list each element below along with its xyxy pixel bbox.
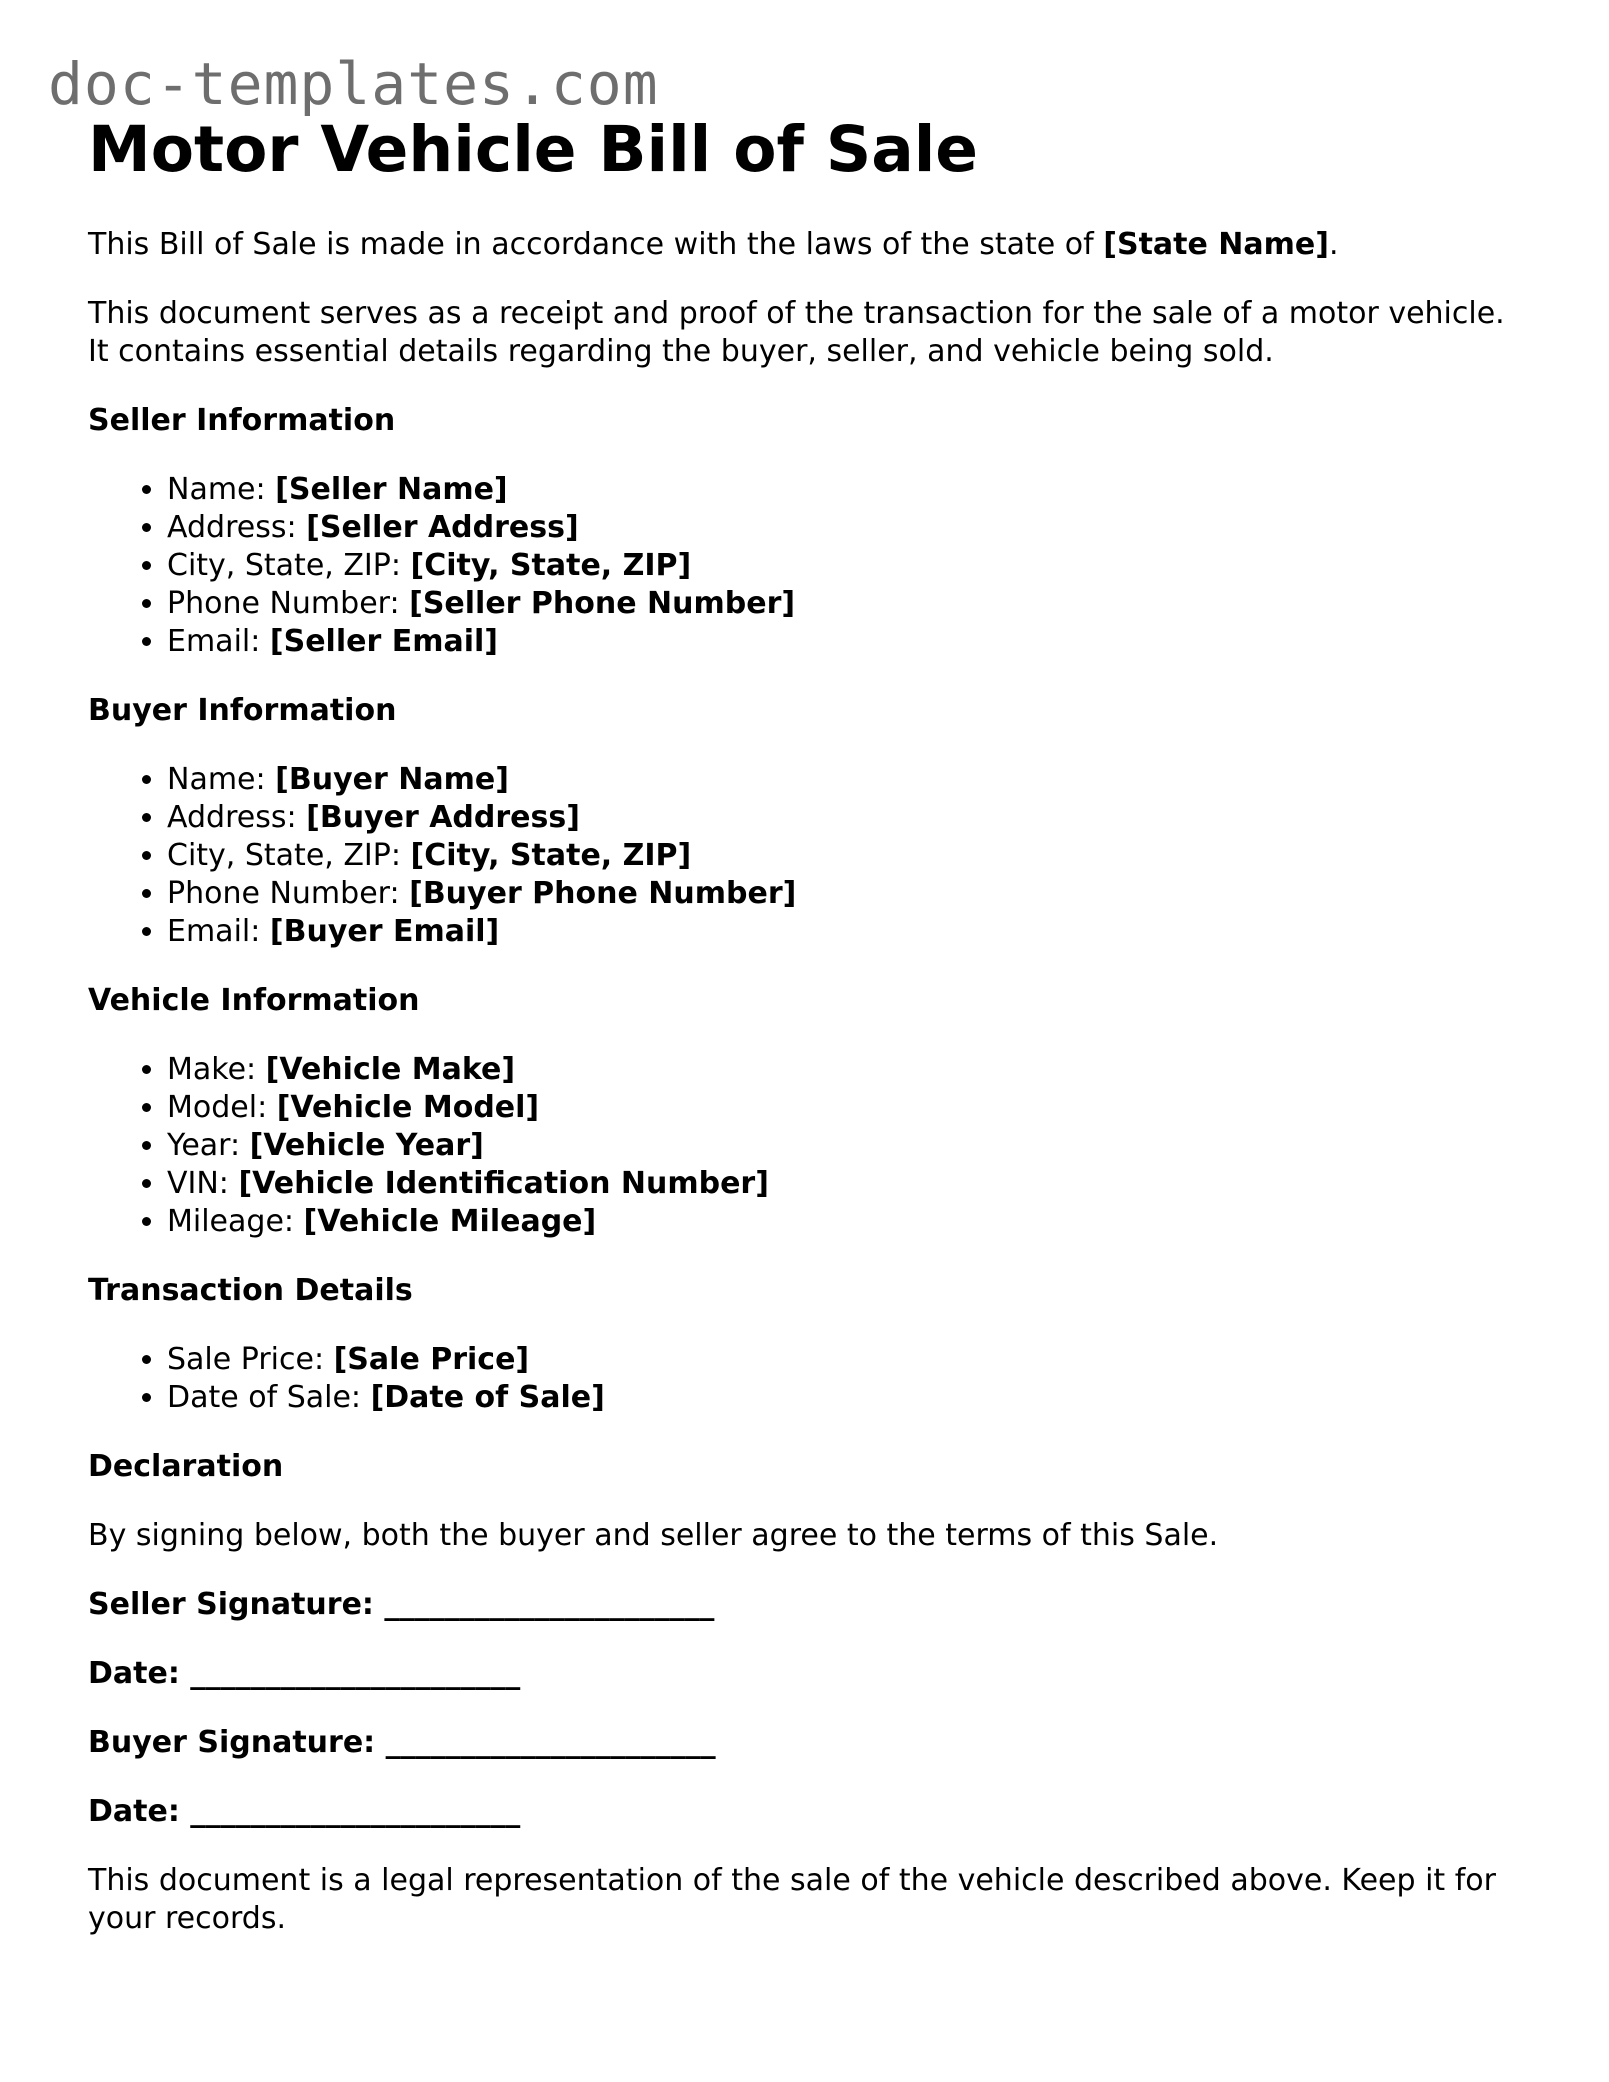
seller-phone-value: [Seller Phone Number] (409, 586, 796, 621)
list-item (167, 509, 1528, 547)
document (88, 112, 1528, 1969)
vehicle-model-value: [Vehicle Model] (276, 1090, 540, 1125)
list-item (167, 1203, 1528, 1241)
buyer-phone-value: [Buyer Phone Number] (409, 876, 797, 911)
vehicle-mileage-label: Mileage: (167, 1204, 304, 1239)
buyer-address-label: Address: (167, 800, 307, 835)
list-item (167, 1051, 1528, 1089)
document-title: Motor Vehicle Bill of Sale (88, 113, 979, 186)
vehicle-make-value: [Vehicle Make] (265, 1052, 516, 1087)
list-item (167, 1165, 1528, 1203)
seller-heading: Seller Information (88, 403, 396, 438)
vehicle-year-label: Year: (167, 1128, 250, 1163)
buyer-date-line: Date: ______________________ (88, 1794, 521, 1829)
buyer-email-value: [Buyer Email] (269, 914, 500, 949)
seller-address-value: [Seller Address] (306, 510, 579, 545)
vehicle-vin-value: [Vehicle Identification Number] (238, 1166, 769, 1201)
transaction-heading: Transaction Details (88, 1273, 413, 1308)
vehicle-heading: Vehicle Information (88, 983, 420, 1018)
list-item (167, 585, 1528, 623)
buyer-list (88, 761, 1528, 951)
list-item (167, 837, 1528, 875)
list-item (167, 471, 1528, 509)
state-name-placeholder: [State Name] (1103, 227, 1329, 262)
buyer-signature-line: Buyer Signature: ______________________ (88, 1725, 716, 1760)
list-item (167, 913, 1528, 951)
seller-list (88, 471, 1528, 661)
list-item (167, 1379, 1528, 1417)
sale-date-value: [Date of Sale] (370, 1380, 605, 1415)
seller-address-label: Address: (167, 510, 307, 545)
buyer-name-label: Name: (167, 762, 276, 797)
list-item (167, 547, 1528, 585)
declaration-heading: Declaration (88, 1449, 284, 1484)
buyer-city-label: City, State, ZIP: (167, 838, 411, 873)
transaction-list (88, 1341, 1528, 1417)
closing-paragraph: This document is a legal representation of the sale of the vehicle described above. Keep it for your records. (88, 1863, 1496, 1936)
list-item (167, 623, 1528, 661)
list-item (167, 761, 1528, 799)
seller-city-value: [City, State, ZIP] (410, 548, 692, 583)
intro-end: . (1328, 227, 1339, 262)
intro-text: This Bill of Sale is made in accordance with the laws of the state of (88, 227, 1104, 262)
list-item (167, 1089, 1528, 1127)
list-item (167, 875, 1528, 913)
watermark: doc-templates.com (48, 50, 659, 118)
list-item (167, 1127, 1528, 1165)
sale-date-label: Date of Sale: (167, 1380, 371, 1415)
seller-phone-label: Phone Number: (167, 586, 410, 621)
seller-name-label: Name: (167, 472, 276, 507)
sale-price-label: Sale Price: (167, 1342, 334, 1377)
sale-price-value: [Sale Price] (333, 1342, 530, 1377)
list-item (167, 1341, 1528, 1379)
description-paragraph: This document serves as a receipt and proof of the transaction for the sale of a motor vehicle. It contains essential details regarding the buyer, seller, and vehicle being sold. (88, 296, 1505, 369)
vehicle-mileage-value: [Vehicle Mileage] (303, 1204, 597, 1239)
seller-date-line: Date: ______________________ (88, 1656, 521, 1691)
seller-name-value: [Seller Name] (275, 472, 508, 507)
list-item (167, 799, 1528, 837)
vehicle-vin-label: VIN: (167, 1166, 239, 1201)
vehicle-model-label: Model: (167, 1090, 277, 1125)
seller-email-label: Email: (167, 624, 270, 659)
buyer-address-value: [Buyer Address] (306, 800, 580, 835)
seller-email-value: [Seller Email] (269, 624, 498, 659)
buyer-name-value: [Buyer Name] (275, 762, 509, 797)
seller-city-label: City, State, ZIP: (167, 548, 411, 583)
declaration-text: By signing below, both the buyer and seller agree to the terms of this Sale. (88, 1518, 1219, 1553)
buyer-city-value: [City, State, ZIP] (410, 838, 692, 873)
intro-paragraph (88, 226, 1528, 264)
vehicle-make-label: Make: (167, 1052, 266, 1087)
vehicle-list (88, 1051, 1528, 1241)
buyer-heading: Buyer Information (88, 693, 397, 728)
seller-signature-line: Seller Signature: ______________________ (88, 1587, 715, 1622)
vehicle-year-value: [Vehicle Year] (249, 1128, 484, 1163)
buyer-phone-label: Phone Number: (167, 876, 410, 911)
buyer-email-label: Email: (167, 914, 270, 949)
